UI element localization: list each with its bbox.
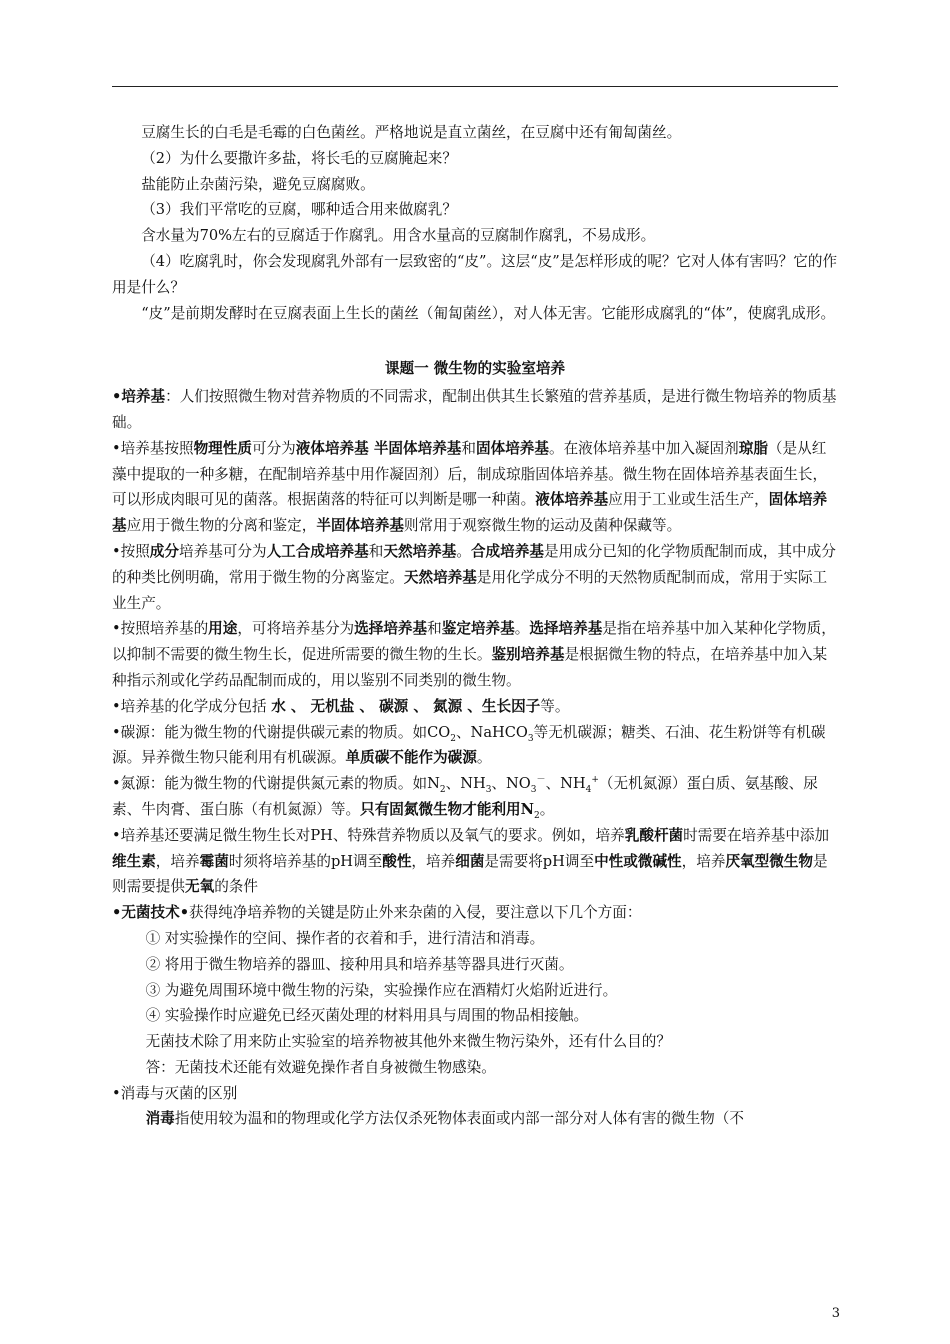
paragraph-requirements: •培养基还要满足微生物生长对PH、特殊营养物质以及氧气的要求。例如，培养乳酸杆菌时需要在培养基中添加维生素，培养霉菌时须将培养基的pH调至酸性，培养细菌是需要将pH调至中性或微碱性，培养厌氧型微生物是则需要提供无氧的条件 — [112, 826, 830, 896]
paragraph-disinfection: 消毒指使用较为温和的物理或化学方法仅杀死物体表面或内部一部分对人体有害的微生物（不 — [145, 1110, 744, 1128]
paragraph-disinfection-vs-sterilization: •消毒与灭菌的区别 — [112, 1084, 238, 1102]
document-body — [112, 120, 838, 1132]
list-item: ① 对实验操作的空间、操作者的衣着和手，进行清洁和消毒。 — [145, 929, 545, 947]
paragraph-composition: •按照成分培养基可分为人工合成培养基和天然培养基。合成培养基是用成分已知的化学物质配制而成，其中成分的种类比例明确，常用于微生物的分离鉴定。天然培养基是用化学成分不明的天然物质配制而成，常用于实际工业生产。 — [112, 542, 836, 612]
aseptic-question: 无菌技术除了用来防止实验室的培养物被其他外来微生物污染外，还有什么目的？ — [145, 1033, 671, 1051]
answer-2: 盐能防止杂菌污染，避免豆腐腐败。 — [141, 175, 375, 193]
paragraph-culture-medium: •培养基：人们按照微生物对营养物质的不同需求，配制出供其生长繁殖的营养基质，是进行微生物培养的物质基础。 — [112, 388, 837, 431]
section-title: 课题一 微生物的实验室培养 — [384, 360, 566, 378]
paragraph-carbon-source: •碳源：能为微生物的代谢提供碳元素的物质。如$CO_2$、NaHCO$_3$等无机碳源；糖类、石油、花生粉饼等有机碳源。异养微生物只能利用有机碳源。单质碳不能作为碳源。 — [112, 723, 826, 767]
page-number: 3 — [831, 1306, 840, 1321]
question-2: （2）为什么要撒许多盐，将长毛的豆腐腌起来？ — [141, 149, 457, 167]
question-4: （4）吃腐乳时，你会发现腐乳外部有一层致密的“皮”。这层“皮”是怎样形成的呢？它对人体有害吗？它的作用是什么？ — [112, 252, 838, 296]
list-item: ④ 实验操作时应避免已经灭菌处理的材料用具与周围的物品相接触。 — [145, 1007, 589, 1025]
list-item: ③ 为避免周围环境中微生物的污染，实验操作应在酒精灯火焰附近进行。 — [145, 981, 618, 999]
paragraph-aseptic-technique: •无菌技术•获得纯净培养物的关键是防止外来杂菌的入侵，要注意以下几个方面： — [112, 904, 642, 922]
answer-3: 含水量为70%左右的豆腐适于作腐乳。用含水量高的豆腐制作腐乳，不易成形。 — [141, 227, 656, 245]
paragraph-usage: •按照培养基的用途，可将培养基分为选择培养基和鉴定培养基。选择培养基是指在培养基中加入某种化学物质，以抑制不需要的微生物生长，促进所需要的微生物的生长。鉴别培养基是根据微生物的特点，在培养基中加入某种指示剂或化学药品配制而成的，用以鉴别不同类别的微生物。 — [112, 620, 836, 689]
list-item: ② 将用于微生物培养的器皿、接种用具和培养基等器具进行灭菌。 — [145, 955, 574, 973]
paragraph-components: •培养基的化学成分包括 水 、 无机盐 、 碳源 、 氮源 、生长因子等。 — [112, 697, 570, 715]
aseptic-answer: 答：无菌技术还能有效避免操作者自身被微生物感染。 — [145, 1058, 496, 1076]
question-3: （3）我们平常吃的豆腐，哪种适合用来做腐乳？ — [141, 201, 457, 219]
paragraph-nitrogen-source: •氮源：能为微生物的代谢提供氮元素的物质。如$N_2$、$NH_3$、$NO_3^-$、$NH_4^+$（无机氮源）蛋白质、氨基酸、尿素、牛肉膏、蛋白胨（有机氮源）等。只有固氮微生物才能利用$N_2$。 — [112, 775, 818, 821]
paragraph-physical-properties: •培养基按照物理性质可分为液体培养基 半固体培养基和固体培养基。在液体培养基中加入凝固剂琼脂（是从红藻中提取的一种多糖，在配制培养基中用作凝固剂）后，制成琼脂固体培养基。微生物在固体培养基表面生长，可以形成肉眼可见的菌落。根据菌落的特征可以判断是哪一种菌。液体培养基应用于工业或生活生产，固体培养基应用于微生物的分离和鉴定，半固体培养基则常用于观察微生物的运动及菌种保藏等。 — [112, 439, 828, 535]
answer-line: 豆腐生长的白毛是毛霉的白色菌丝。严格地说是直立菌丝，在豆腐中还有匍匐菌丝。 — [141, 124, 682, 141]
header-rule — [112, 86, 838, 87]
answer-4: “皮”是前期发酵时在豆腐表面上生长的菌丝（匍匐菌丝），对人体无害。它能形成腐乳的“体”，使腐乳成形。 — [141, 304, 836, 322]
